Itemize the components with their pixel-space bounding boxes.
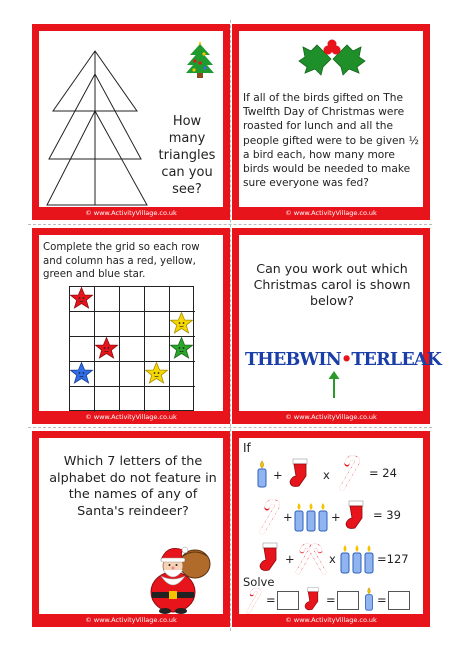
answer-box[interactable] <box>337 591 359 610</box>
yellow-star-icon <box>171 313 193 334</box>
stocking-icon <box>255 542 285 572</box>
card-footer: © www.ActivityVillage.co.uk <box>285 413 377 421</box>
equals-sign: = <box>377 593 387 607</box>
carol-code-right: TERLEAK <box>351 350 442 370</box>
card-picture-equations <box>232 431 430 627</box>
stocking-icon <box>301 587 325 611</box>
solve-label: Solve <box>243 575 275 589</box>
plus-sign: + <box>331 510 341 524</box>
plus-sign: + <box>285 552 295 566</box>
card-birds <box>232 24 430 220</box>
card-footer: © www.ActivityVillage.co.uk <box>85 209 177 217</box>
card-triangles <box>32 24 230 220</box>
candy-cane-icon <box>255 500 285 534</box>
star-grid-question: Complete the grid so each row and column has a red, yellow, green and blue star. <box>43 242 200 280</box>
candy-cane-icon <box>335 456 365 490</box>
question-line: can you <box>161 165 213 180</box>
three-candles-icon <box>339 544 375 574</box>
card-picture-equations-body <box>239 438 423 614</box>
times-sign: x <box>323 468 330 482</box>
card-carol <box>232 228 442 424</box>
if-label: If <box>243 441 251 455</box>
triangle-tree-figure <box>45 49 155 207</box>
card-footer: © www.ActivityVillage.co.uk <box>285 209 377 217</box>
question-line: How <box>172 114 202 129</box>
birds-question: If all of the birds gifted on The Twelfth Day of Christmas were roasted for lunch and all the people gifted were to be given ½ a bird each, how many more birds would be needed to make sure everyone was fed? <box>243 92 419 190</box>
card-footer: © www.ActivityVillage.co.uk <box>285 616 377 624</box>
cut-line-horizontal-bottom <box>28 427 432 428</box>
answer-box[interactable] <box>388 591 410 610</box>
blue-star-icon <box>71 363 93 384</box>
card-reindeer-body <box>39 438 223 614</box>
card-reindeer <box>32 431 230 627</box>
equals-sign: = <box>266 593 276 607</box>
green-star-icon <box>171 338 193 359</box>
times-sign: x <box>329 552 336 566</box>
answer-box[interactable] <box>277 591 299 610</box>
stocking-icon <box>285 458 315 488</box>
question-line: see? <box>172 182 202 197</box>
santa-icon <box>137 542 217 614</box>
holly-icon <box>297 37 367 77</box>
question-line: many <box>168 131 206 146</box>
two-candy-canes-icon <box>293 542 329 574</box>
card-birds-body <box>239 31 423 207</box>
equation-result: =127 <box>377 552 409 566</box>
equals-sign: = <box>326 593 336 607</box>
card-star-grid-body <box>39 235 223 411</box>
candy-cane-icon <box>243 588 265 614</box>
card-triangles-body <box>39 31 223 207</box>
card-star-grid <box>32 228 230 424</box>
card-footer: © www.ActivityVillage.co.uk <box>85 413 177 421</box>
cut-line-vertical <box>230 20 231 631</box>
carol-question: Can you work out which Christmas carol is shown below? <box>253 261 411 308</box>
carol-code <box>245 350 442 370</box>
stars-layer <box>69 286 194 411</box>
plus-sign: + <box>273 468 283 482</box>
red-star-icon <box>71 288 93 309</box>
red-star-icon <box>96 338 118 359</box>
candle-icon <box>363 586 375 612</box>
triangles-question <box>155 113 219 198</box>
carol-code-dot: • <box>340 350 352 370</box>
plus-sign: + <box>283 510 293 524</box>
equation-result: = 39 <box>373 508 401 522</box>
yellow-star-icon <box>146 363 168 384</box>
equation-result: = 24 <box>369 466 397 480</box>
three-candles-icon <box>293 502 329 532</box>
question-line: triangles <box>158 148 216 163</box>
candle-icon <box>255 460 269 488</box>
card-carol-body <box>239 235 442 411</box>
reindeer-question: Which 7 letters of the alphabet do not feature in the names of any of Santa's reindeer? <box>49 454 217 519</box>
carol-code-left: THEBWIN <box>245 350 341 370</box>
card-footer: © www.ActivityVillage.co.uk <box>85 616 177 624</box>
up-arrow-icon <box>327 371 341 399</box>
christmas-tree-icon <box>185 41 215 79</box>
stocking-icon <box>341 500 371 530</box>
cut-line-horizontal-top <box>28 224 432 225</box>
